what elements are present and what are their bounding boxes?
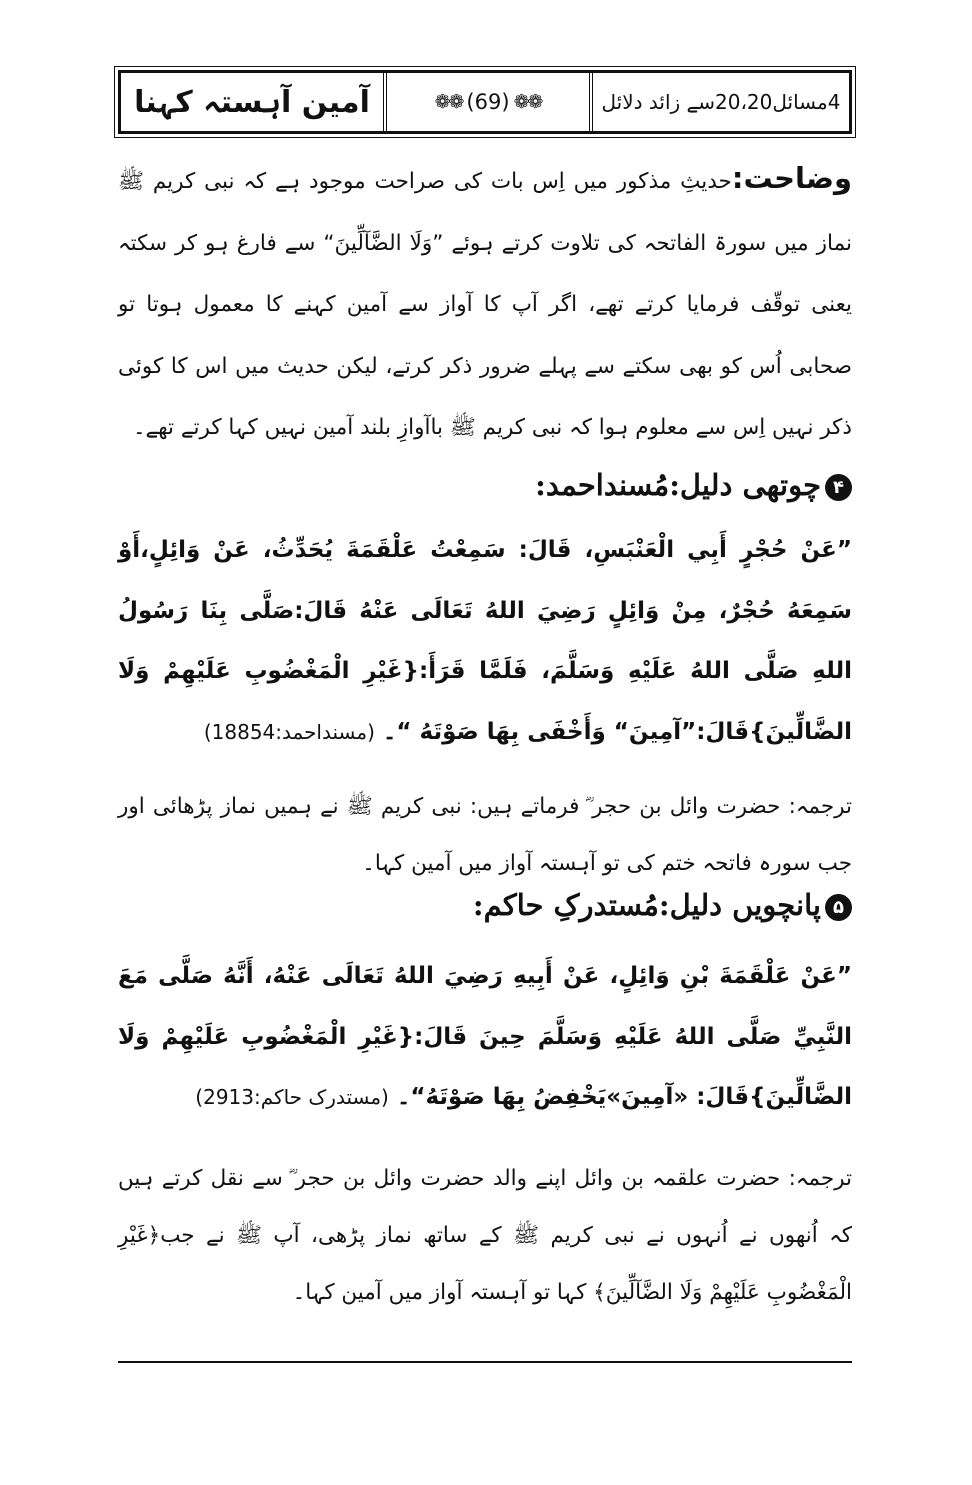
evidence-4-title: چوتھی دلیل:مُسنداحمد:	[535, 468, 821, 502]
evidence-4-number: ۴	[825, 474, 852, 501]
page-number-box: ❁❁ ( 69 ) ❁❁	[383, 73, 589, 131]
evidence-5-reference: (مستدرک حاکم:2913)	[195, 1085, 389, 1109]
evidence-5-title: پانچویں دلیل:مُستدرکِ حاکم:	[472, 888, 821, 922]
evidence-4-reference: (مسنداحمد:18854)	[203, 719, 375, 744]
evidence-5-arabic	[118, 946, 852, 1128]
evidence-4-arabic-text: ”عَنْ حُجْرٍ أَبِي الْعَنْبَسِ، قَالَ: سَمِعْتُ عَلْقَمَةَ يُحَدِّثُ، عَنْ وَائِلٍ،أَوْ سَمِعَهُ حُجْرٌ، مِنْ وَائِلٍ رَضِيَ اللهُ تَعَالَى عَنْهُ قَالَ:صَلَّى بِنَا رَسُولُ اللهِ صَلَّى اللهُ عَلَيْهِ وَسَلَّمَ، فَلَمَّا قَرَأَ:{غَيْرِ الْمَغْضُوبِ عَلَيْهِمْ وَلَا الضَّالِّينَ}قَالَ:”آمِينَ“ وَأَخْفَى بِهَا صَوْتَهُ “۔	[118, 537, 852, 745]
evidence-5-heading	[118, 888, 852, 922]
explanation-paragraph	[118, 148, 852, 459]
footer-divider	[118, 1361, 852, 1363]
evidence-5-arabic-text: ”عَنْ عَلْقَمَةَ بْنِ وَائِلٍ، عَنْ أَبِيهِ رَضِيَ اللهُ تَعَالَى عَنْهُ، أَنَّهُ صَلَّى مَعَ النَّبِيِّ صَلَّى اللهُ عَلَيْهِ وَسَلَّمَ حِينَ قَالَ:{غَيْرِ الْمَغْضُوبِ عَلَيْهِمْ وَلَا الضَّالِّينَ}قَالَ: «آمِينَ»يَخْفِضُ بِهَا صَوْتَهُ“۔	[118, 963, 852, 1110]
decorative-stars-right: ❁❁	[513, 91, 542, 113]
book-title: 4مسائل20،20سے زائد دلائل	[589, 73, 849, 131]
decorative-stars-left: ❁❁	[434, 91, 463, 113]
evidence-4-arabic	[118, 520, 852, 762]
evidence-4-heading	[118, 468, 852, 502]
evidence-4-translation: ترجمہ: حضرت وائل بن حجر ؓ فرماتے ہیں: نبی کریم ﷺ نے ہمیں نماز پڑھائی اور جب سورہ فاتحہ ختم کی تو آہستہ آواز میں آمین کہا۔	[118, 794, 852, 876]
page-number: 69	[474, 90, 502, 114]
evidence-5-translation: ترجمہ: حضرت علقمہ بن وائل اپنے والد حضرت وائل بن حجر ؓ سے نقل کرتے ہیں کہ اُنھوں نے اُنہوں نے نبی کریم ﷺ کے ساتھ نماز پڑھی، آپ ﷺ نے جب﴿غَيْرِ الْمَغْضُوبِ عَلَيْهِمْ وَلَا الضَّآلِّينَ﴾ کہا تو آہستہ آواز میں آمین کہا۔	[118, 1166, 852, 1305]
chapter-title: آمین آہستہ کہنا	[134, 84, 370, 120]
explanation-text: حدیثِ مذکور میں اِس بات کی صراحت موجود ہے کہ نبی کریم ﷺ نماز میں سورۃ الفاتحہ کی تلاوت کرتے ہوئے ”وَلَا الضَّآلِّینَ“ سے فارغ ہو کر سکتہ یعنی توقّف فرمایا کرتے تھے، اگر آپ کا آواز سے آمین کہنے کا معمول ہوتا تو صحابی اُس کو بھی سکتے سے پہلے ضرور ذکر کرتے، لیکن حدیث میں اس کا کوئی ذکر نہیں اِس سے معلوم ہوا کہ نبی کریم ﷺ باآوازِ بلند آمین نہیں کہا کرتے تھے۔	[118, 169, 852, 440]
page-header	[118, 70, 852, 134]
evidence-5-number: ۵	[825, 894, 852, 921]
explanation-label: وضاحت:	[731, 161, 852, 195]
